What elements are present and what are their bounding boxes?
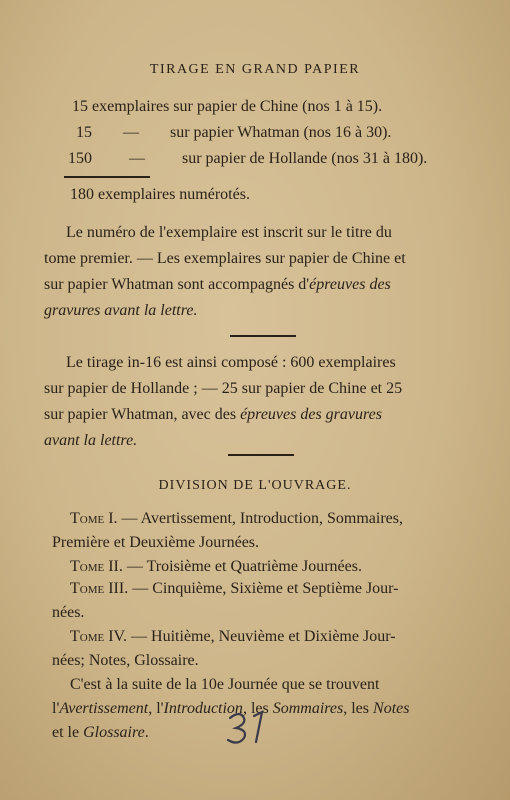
note-line3 xyxy=(52,724,149,742)
note-text: . xyxy=(144,724,149,741)
note-italic: Notes xyxy=(373,700,410,717)
para2-line4: avant la lettre. xyxy=(44,432,138,449)
tome4-line2: nées; Notes, Glossaire. xyxy=(52,652,199,669)
para1-line3-italic: épreuves des xyxy=(309,276,391,293)
tome1-line2: Première et Deuxième Journées. xyxy=(52,534,260,551)
para1-line3-text: sur papier Whatman sont accompagnés d' xyxy=(44,276,310,293)
para2-line1: Le tirage in-16 est ainsi composé : 600 exemplaires xyxy=(66,354,396,371)
copies-line-3 xyxy=(68,150,427,168)
para1-line4: gravures avant la lettre. xyxy=(44,302,198,319)
tome4-line1 xyxy=(70,628,396,646)
note-italic: Sommaires xyxy=(272,700,344,717)
tome-label: Tome IV. xyxy=(70,628,128,645)
copies-desc: sur papier de Hollande (nos 31 à 180). xyxy=(182,150,428,167)
tome-contents: — Avertissement, Introduction, Sommaires, xyxy=(117,510,403,527)
copies-desc: sur papier Whatman (nos 16 à 30). xyxy=(170,124,392,141)
tome1-line1 xyxy=(70,510,403,528)
tome-contents: — Cinquième, Sixième et Septième Jour- xyxy=(128,580,399,597)
para2-line2: sur papier de Hollande ; — 25 sur papier de Chine et 25 xyxy=(44,380,403,397)
copies-desc: exemplaires sur papier de Chine (nos 1 à 15). xyxy=(92,98,383,115)
copies-line-1 xyxy=(72,98,382,116)
copies-count: 15 xyxy=(76,124,92,141)
tome-contents: — Troisième et Quatrième Journées. xyxy=(122,558,362,575)
tome3-line2: nées. xyxy=(52,604,85,621)
copies-count: 15 xyxy=(72,98,88,115)
ditto-dash: — xyxy=(123,124,139,141)
note-text: et le xyxy=(52,724,84,741)
note-text: , les xyxy=(343,700,374,717)
tome-label: Tome III. xyxy=(70,580,129,597)
copies-count: 150 xyxy=(68,150,92,167)
para2-line3 xyxy=(44,406,382,424)
note-text: l' xyxy=(52,700,60,717)
note-text: , les xyxy=(242,700,273,717)
division-title: DIVISION DE L'OUVRAGE. xyxy=(158,478,352,493)
para1-line3 xyxy=(44,276,391,294)
note-italic: Glossaire xyxy=(83,724,145,741)
copies-line-2 xyxy=(76,124,391,142)
para2-line3-italic: épreuves des gravures xyxy=(240,406,382,423)
tome-label: Tome I. xyxy=(70,510,118,527)
note-line1: C'est à la suite de la 10e Journée que se trouvent xyxy=(70,676,380,693)
para1-line1: Le numéro de l'exemplaire est inscrit sur le titre du xyxy=(66,224,392,241)
section-rule-1 xyxy=(230,335,296,337)
handwritten-number xyxy=(222,708,282,748)
tome2-line xyxy=(70,558,362,576)
tome-label: Tome II. xyxy=(70,558,123,575)
total-rule xyxy=(64,176,150,178)
para1-line2: tome premier. — Les exemplaires sur papier de Chine et xyxy=(44,250,406,267)
section-rule-2 xyxy=(228,454,294,456)
tome-contents: — Huitième, Neuvième et Dixième Jour- xyxy=(127,628,396,645)
total-line: 180 exemplaires numérotés. xyxy=(70,186,250,203)
handwritten-number-drawing xyxy=(222,708,282,748)
note-italic: Avertissement xyxy=(59,700,149,717)
tirage-title: TIRAGE EN GRAND PAPIER xyxy=(149,62,361,77)
ditto-dash: — xyxy=(129,150,145,167)
note-text: , l' xyxy=(148,700,164,717)
tome3-line1 xyxy=(70,580,399,598)
para2-line3-text: sur papier Whatman, avec des xyxy=(44,406,241,423)
note-italic: Introduction xyxy=(163,700,243,717)
